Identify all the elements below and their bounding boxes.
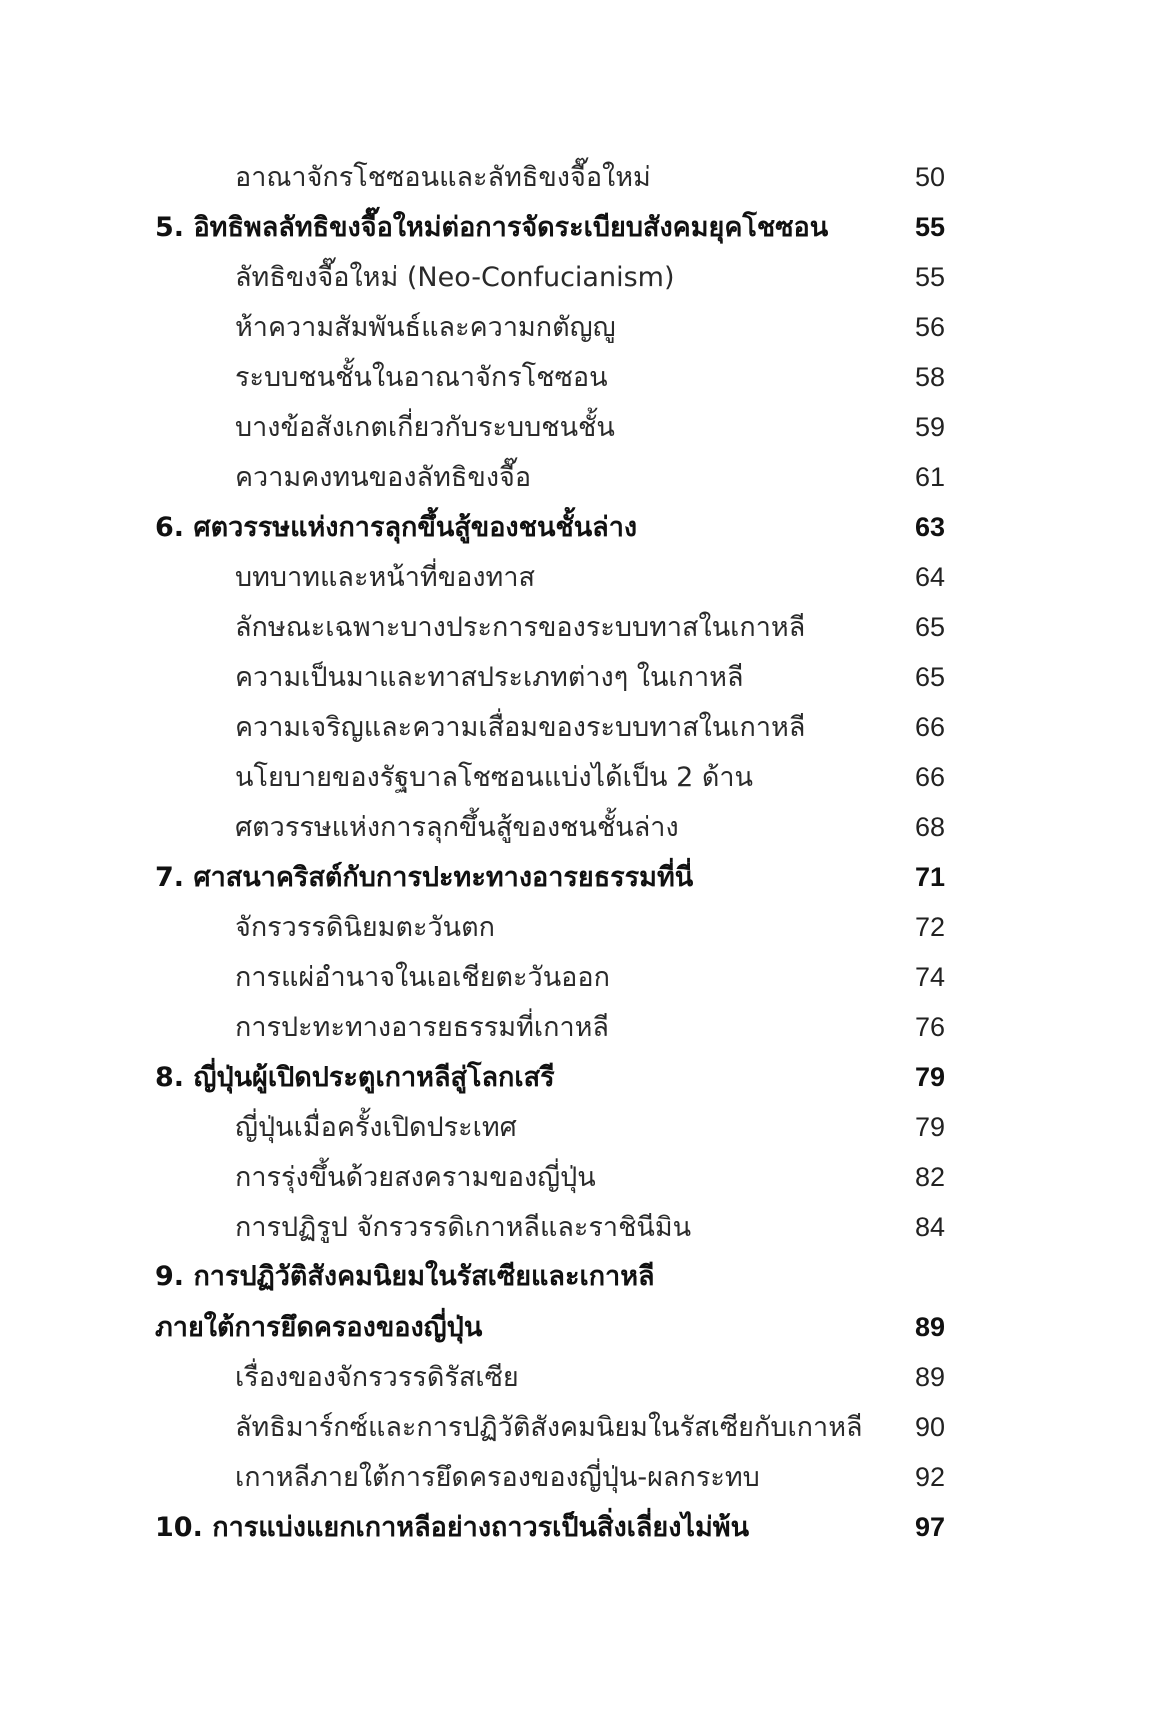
toc-page-number: 61 — [914, 462, 945, 492]
table-of-contents — [155, 152, 945, 1552]
toc-chapter-title: ภายใต้การยึดครองของญี่ปุ่น — [155, 1312, 483, 1343]
toc-entry — [155, 452, 945, 502]
toc-entry — [155, 302, 945, 352]
toc-chapter-title: 10. การแบ่งแยกเกาหลีอย่างถาวรเป็นสิ่งเลี่ยงไม่พ้น — [155, 1512, 750, 1543]
toc-entry-title: ญี่ปุ่นเมื่อครั้งเปิดประเทศ — [235, 1112, 517, 1143]
toc-entry-title: บทบาทและหน้าที่ของทาส — [235, 562, 535, 593]
toc-entry-title: ความเจริญและความเสื่อมของระบบทาสในเกาหลี — [235, 712, 806, 743]
toc-page-number: 82 — [914, 1162, 945, 1192]
toc-page-number: 65 — [914, 662, 945, 692]
toc-entry-title: ความคงทนของลัทธิขงจื๊อ — [235, 462, 532, 493]
toc-chapter-title: 8. ญี่ปุ่นผู้เปิดประตูเกาหลีสู่โลกเสรี — [155, 1062, 555, 1093]
toc-entry — [155, 952, 945, 1002]
toc-chapter — [155, 1502, 945, 1552]
toc-page-number: 64 — [914, 562, 945, 592]
toc-page-number: 63 — [914, 512, 945, 542]
toc-page-number: 50 — [914, 162, 945, 192]
toc-entry-title: ศตวรรษแห่งการลุกขึ้นสู้ของชนชั้นล่าง — [235, 812, 679, 843]
toc-entry — [155, 1402, 945, 1452]
toc-page-number: 68 — [914, 812, 945, 842]
toc-page-number: 89 — [914, 1312, 945, 1342]
toc-chapter — [155, 202, 945, 252]
toc-entry-title: ห้าความสัมพันธ์และความกตัญญู — [235, 312, 616, 343]
toc-entry-title: การแผ่อำนาจในเอเชียตะวันออก — [235, 962, 610, 993]
toc-entry-title: นโยบายของรัฐบาลโชซอนแบ่งได้เป็น 2 ด้าน — [235, 762, 753, 793]
toc-chapter-title: 9. การปฏิวัติสังคมนิยมในรัสเซียและเกาหลี — [155, 1261, 655, 1292]
toc-entry-title: เกาหลีภายใต้การยึดครองของญี่ปุ่น-ผลกระทบ — [235, 1462, 760, 1493]
toc-entry-title: ระบบชนชั้นในอาณาจักรโชซอน — [235, 362, 608, 393]
toc-entry — [155, 1452, 945, 1502]
toc-page-number: 71 — [914, 862, 945, 892]
toc-page-number: 89 — [914, 1362, 945, 1392]
toc-page-number: 92 — [914, 1462, 945, 1492]
toc-chapter — [155, 1052, 945, 1102]
toc-entry — [155, 1102, 945, 1152]
toc-chapter — [155, 852, 945, 902]
toc-page-number: 97 — [914, 1512, 945, 1542]
toc-entry-title: ความเป็นมาและทาสประเภทต่างๆ ในเกาหลี — [235, 662, 744, 693]
toc-entry — [155, 552, 945, 602]
toc-entry — [155, 702, 945, 752]
toc-entry-title: ลัทธิมาร์กซ์และการปฏิวัติสังคมนิยมในรัสเซียกับเกาหลี — [235, 1412, 863, 1443]
toc-page-number: 58 — [914, 362, 945, 392]
toc-page-number: 76 — [914, 1012, 945, 1042]
toc-page-number: 55 — [914, 212, 945, 242]
toc-entry — [155, 752, 945, 802]
toc-page-number: 79 — [914, 1112, 945, 1142]
toc-entry-title: ลัทธิขงจื๊อใหม่ (Neo-Confucianism) — [235, 262, 675, 293]
toc-page-number: 59 — [914, 412, 945, 442]
toc-page-number: 65 — [914, 612, 945, 642]
toc-entry — [155, 902, 945, 952]
toc-entry-title: จักรวรรดินิยมตะวันตก — [235, 912, 495, 943]
toc-chapter — [155, 1252, 945, 1302]
toc-page-number: 56 — [914, 312, 945, 342]
toc-entry — [155, 352, 945, 402]
toc-page-number: 66 — [914, 712, 945, 742]
toc-page-number: 79 — [914, 1062, 945, 1092]
toc-chapter-title: 6. ศตวรรษแห่งการลุกขึ้นสู้ของชนชั้นล่าง — [155, 512, 638, 543]
toc-entry — [155, 402, 945, 452]
toc-entry — [155, 1352, 945, 1402]
toc-entry-title: ลักษณะเฉพาะบางประการของระบบทาสในเกาหลี — [235, 612, 806, 643]
toc-page-number: 74 — [914, 962, 945, 992]
toc-entry — [155, 1152, 945, 1202]
toc-chapter — [155, 502, 945, 552]
toc-entry-title: เรื่องของจักรวรรดิรัสเซีย — [235, 1362, 519, 1393]
toc-entry — [155, 1202, 945, 1252]
toc-entry-title: การรุ่งขึ้นด้วยสงครามของญี่ปุ่น — [235, 1162, 596, 1193]
toc-entry-title: การปะทะทางอารยธรรมที่เกาหลี — [235, 1012, 609, 1043]
toc-chapter-continued — [155, 1302, 945, 1352]
toc-entry — [155, 602, 945, 652]
toc-entry-title: บางข้อสังเกตเกี่ยวกับระบบชนชั้น — [235, 412, 615, 443]
toc-entry — [155, 802, 945, 852]
toc-page-number: 66 — [914, 762, 945, 792]
toc-chapter-title: 7. ศาสนาคริสต์กับการปะทะทางอารยธรรมที่นี่ — [155, 862, 694, 893]
toc-entry-title: อาณาจักรโชซอนและลัทธิขงจื๊อใหม่ — [235, 162, 651, 193]
toc-page-number: 84 — [914, 1212, 945, 1242]
toc-entry-title: การปฏิรูป จักรวรรดิเกาหลีและราชินีมิน — [235, 1212, 692, 1243]
toc-chapter-title: 5. อิทธิพลลัทธิขงจื๊อใหม่ต่อการจัดระเบียบสังคมยุคโชซอน — [155, 212, 829, 243]
toc-entry — [155, 252, 945, 302]
toc-page-number: 72 — [914, 912, 945, 942]
toc-page-number: 90 — [914, 1412, 945, 1442]
toc-entry — [155, 652, 945, 702]
toc-entry — [155, 152, 945, 202]
toc-entry — [155, 1002, 945, 1052]
toc-page-number: 55 — [914, 262, 945, 292]
